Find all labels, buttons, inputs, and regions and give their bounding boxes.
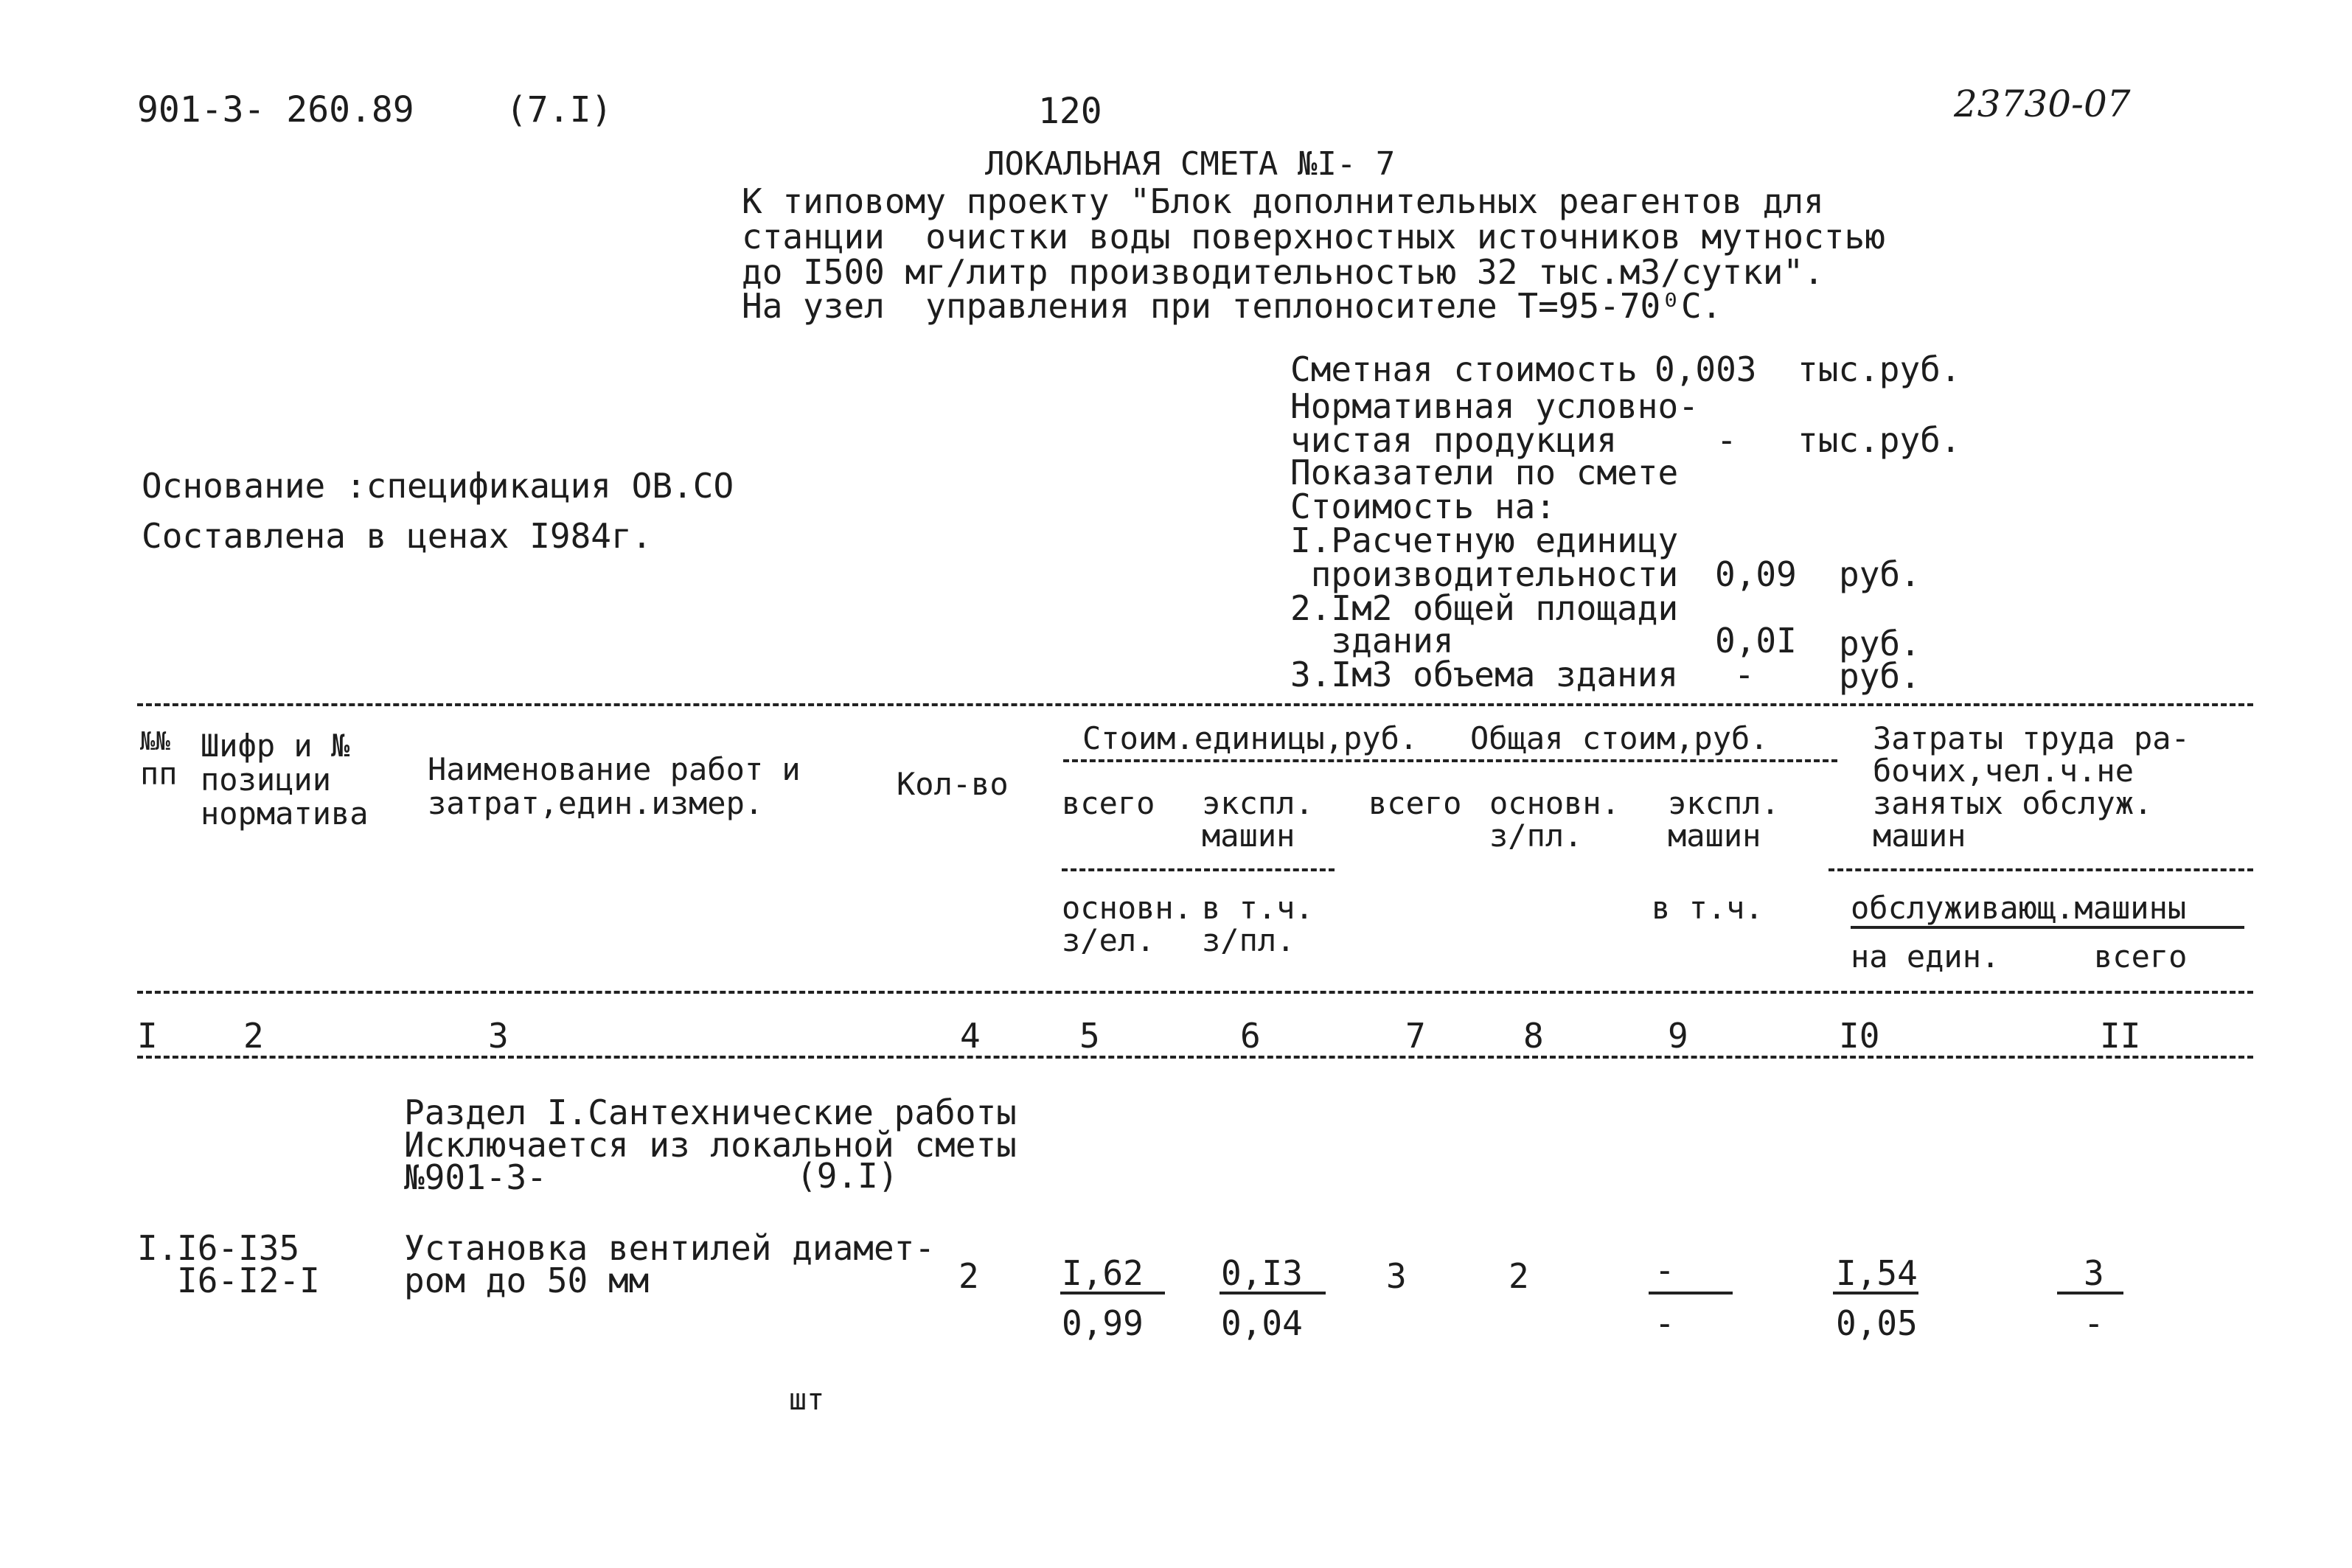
indicator-3-label: 3.Iм3 объема здания — [1290, 655, 1679, 694]
column-number-10: I0 — [1839, 1016, 1880, 1056]
header-per-unit: на един. — [1851, 938, 2000, 975]
column-number-11: II — [2100, 1016, 2141, 1056]
header-code-2: позиции — [201, 762, 332, 798]
header-total-base-2: з/пл. — [1489, 818, 1583, 854]
row-machines-divider — [1220, 1292, 1326, 1295]
header-quantity: Кол-во — [897, 766, 1009, 802]
header-incl-2: з/пл. — [1202, 922, 1295, 958]
estimate-title: ЛОКАЛЬНАЯ СМЕТА №I- 7 — [985, 145, 1396, 183]
row-total-machines-bottom: - — [1655, 1303, 1675, 1343]
header-labor-3: занятых обслуж. — [1873, 785, 2153, 821]
row-total-machines-top: - — [1655, 1250, 1675, 1290]
row-number: I. — [137, 1228, 178, 1268]
row-code-2: I6-I2-I — [177, 1261, 320, 1300]
header-base-el-2: з/ел. — [1062, 922, 1155, 958]
column-number-6: 6 — [1240, 1016, 1261, 1056]
header-number-1: №№ — [140, 727, 170, 756]
title-line-3: до I500 мг/литр производительностью 32 тыс.м3/сутки". — [742, 252, 1824, 292]
column-number-7: 7 — [1405, 1016, 1426, 1056]
header-unit-machines-2: машин — [1202, 818, 1295, 854]
row-labor-total-bottom: - — [2084, 1303, 2104, 1343]
basis-specification: Основание :спецификация ОВ.СО — [142, 466, 734, 506]
indicator-3-unit: руб. — [1839, 656, 1921, 696]
column-number-8: 8 — [1523, 1016, 1544, 1056]
row-unit: шт — [789, 1383, 825, 1417]
header-unit-all: всего — [1062, 785, 1155, 821]
header-subdivider-left — [1062, 868, 1335, 871]
indicator-3-value: - — [1734, 655, 1755, 694]
row-labor-unit-divider — [1833, 1292, 1918, 1295]
header-code-3: норматива — [201, 795, 369, 832]
header-base-el-1: основн. — [1062, 890, 1193, 926]
section-note: Исключается из локальной сметы — [404, 1125, 1017, 1165]
header-service-underline — [1851, 926, 2244, 929]
album-number: (7.I) — [506, 89, 613, 130]
header-labor-2: бочих,чел.ч.не — [1873, 753, 2134, 789]
row-labor-total-top: 3 — [2084, 1253, 2104, 1293]
header-total-all: всего — [1368, 785, 1462, 821]
header-labor-1: Затраты труда ра- — [1873, 720, 2190, 756]
estimated-cost-label: Сметная стоимость — [1290, 349, 1638, 389]
column-number-3: 3 — [488, 1016, 509, 1056]
indicator-1-label-1: I.Расчетную единицу — [1290, 520, 1679, 560]
title-line-1: К типовому проекту "Блок дополнительных реагентов для — [742, 181, 1824, 221]
indicator-2-label-2: здания — [1290, 621, 1454, 661]
row-quantity: 2 — [958, 1256, 979, 1296]
header-cost-divider — [1063, 759, 1837, 762]
row-total-base: 2 — [1509, 1256, 1529, 1296]
net-production-label-1: Нормативная условно- — [1290, 386, 1699, 426]
title-line-4: На узел управления при теплоносителе Т=95-70⁰С. — [742, 286, 1722, 326]
header-total-machines-1: экспл. — [1668, 785, 1780, 821]
title-line-2: станции очистки воды поверхностных источников мутностью — [742, 217, 1885, 257]
section-reference-album: (9.I) — [796, 1156, 899, 1196]
indicator-2-label-1: 2.Iм2 общей площади — [1290, 588, 1679, 628]
row-code-1: I6-I35 — [177, 1228, 300, 1268]
column-number-5: 5 — [1079, 1016, 1100, 1056]
header-number-2: пп — [140, 756, 178, 792]
column-numbers-rule — [137, 1056, 2253, 1059]
row-machines-top: 0,I3 — [1221, 1253, 1303, 1293]
estimated-cost-value: 0,003 — [1655, 349, 1757, 389]
header-total-base-1: основн. — [1489, 785, 1621, 821]
row-unit-cost-bottom: 0,99 — [1062, 1303, 1144, 1343]
row-labor-total-divider — [2057, 1292, 2123, 1295]
cost-per-heading: Стоимость на: — [1290, 487, 1556, 526]
row-total-machines-divider — [1649, 1292, 1733, 1295]
header-total-machines-2: машин — [1668, 818, 1761, 854]
row-machines-bottom: 0,04 — [1221, 1303, 1303, 1343]
header-code-1: Шифр и № — [201, 728, 350, 764]
row-unit-cost-divider — [1060, 1292, 1165, 1295]
section-title: Раздел I.Сантехнические работы — [404, 1093, 1017, 1132]
estimated-cost-unit: тыс.руб. — [1798, 349, 1961, 389]
row-labor-unit-bottom: 0,05 — [1836, 1303, 1918, 1343]
header-subdivider-right — [1829, 868, 2253, 871]
header-incl-1: в т.ч. — [1202, 890, 1314, 926]
column-number-1: I — [137, 1016, 158, 1056]
header-labor-4: машин — [1873, 818, 1966, 854]
indicators-heading: Показатели по смете — [1290, 453, 1679, 492]
header-unit-cost: Стоим.единицы,руб. — [1082, 720, 1419, 756]
net-production-label-2: чистая продукция — [1290, 420, 1618, 460]
indicator-1-value: 0,09 — [1715, 554, 1797, 594]
header-total: всего — [2094, 938, 2188, 975]
basis-prices: Составлена в ценах I984г. — [142, 516, 653, 556]
archive-stamp: 23730-07 — [1954, 83, 2131, 125]
header-service-machines: обслуживающ.машины — [1851, 890, 2187, 926]
header-total-cost: Общая стоим,руб. — [1470, 720, 1769, 756]
column-number-9: 9 — [1668, 1016, 1688, 1056]
row-name-2: ром до 50 мм — [404, 1261, 650, 1300]
header-name-1: Наименование работ и — [428, 751, 801, 787]
header-unit-machines-1: экспл. — [1202, 785, 1314, 821]
row-name-1: Установка вентилей диамет- — [404, 1228, 936, 1268]
document-code: 901-3- 260.89 — [137, 89, 414, 130]
net-production-unit: тыс.руб. — [1798, 420, 1961, 460]
row-unit-cost-top: I,62 — [1062, 1253, 1144, 1293]
row-labor-unit-top: I,54 — [1836, 1253, 1918, 1293]
row-total-all: 3 — [1386, 1256, 1407, 1296]
table-top-rule — [137, 703, 2253, 706]
indicator-2-value: 0,0I — [1715, 621, 1797, 661]
indicator-1-label-2: производительности — [1290, 554, 1679, 594]
column-number-4: 4 — [960, 1016, 981, 1056]
header-incl-3: в т.ч. — [1652, 890, 1764, 926]
page-number: 120 — [1038, 91, 1102, 132]
section-reference: №901-3- — [404, 1157, 547, 1197]
header-name-2: затрат,един.измер. — [428, 785, 764, 821]
column-number-2: 2 — [243, 1016, 264, 1056]
indicator-1-unit: руб. — [1839, 554, 1921, 594]
header-bottom-rule — [137, 991, 2253, 994]
net-production-value: - — [1716, 420, 1737, 460]
indicator-2-unit: руб. — [1839, 624, 1921, 663]
